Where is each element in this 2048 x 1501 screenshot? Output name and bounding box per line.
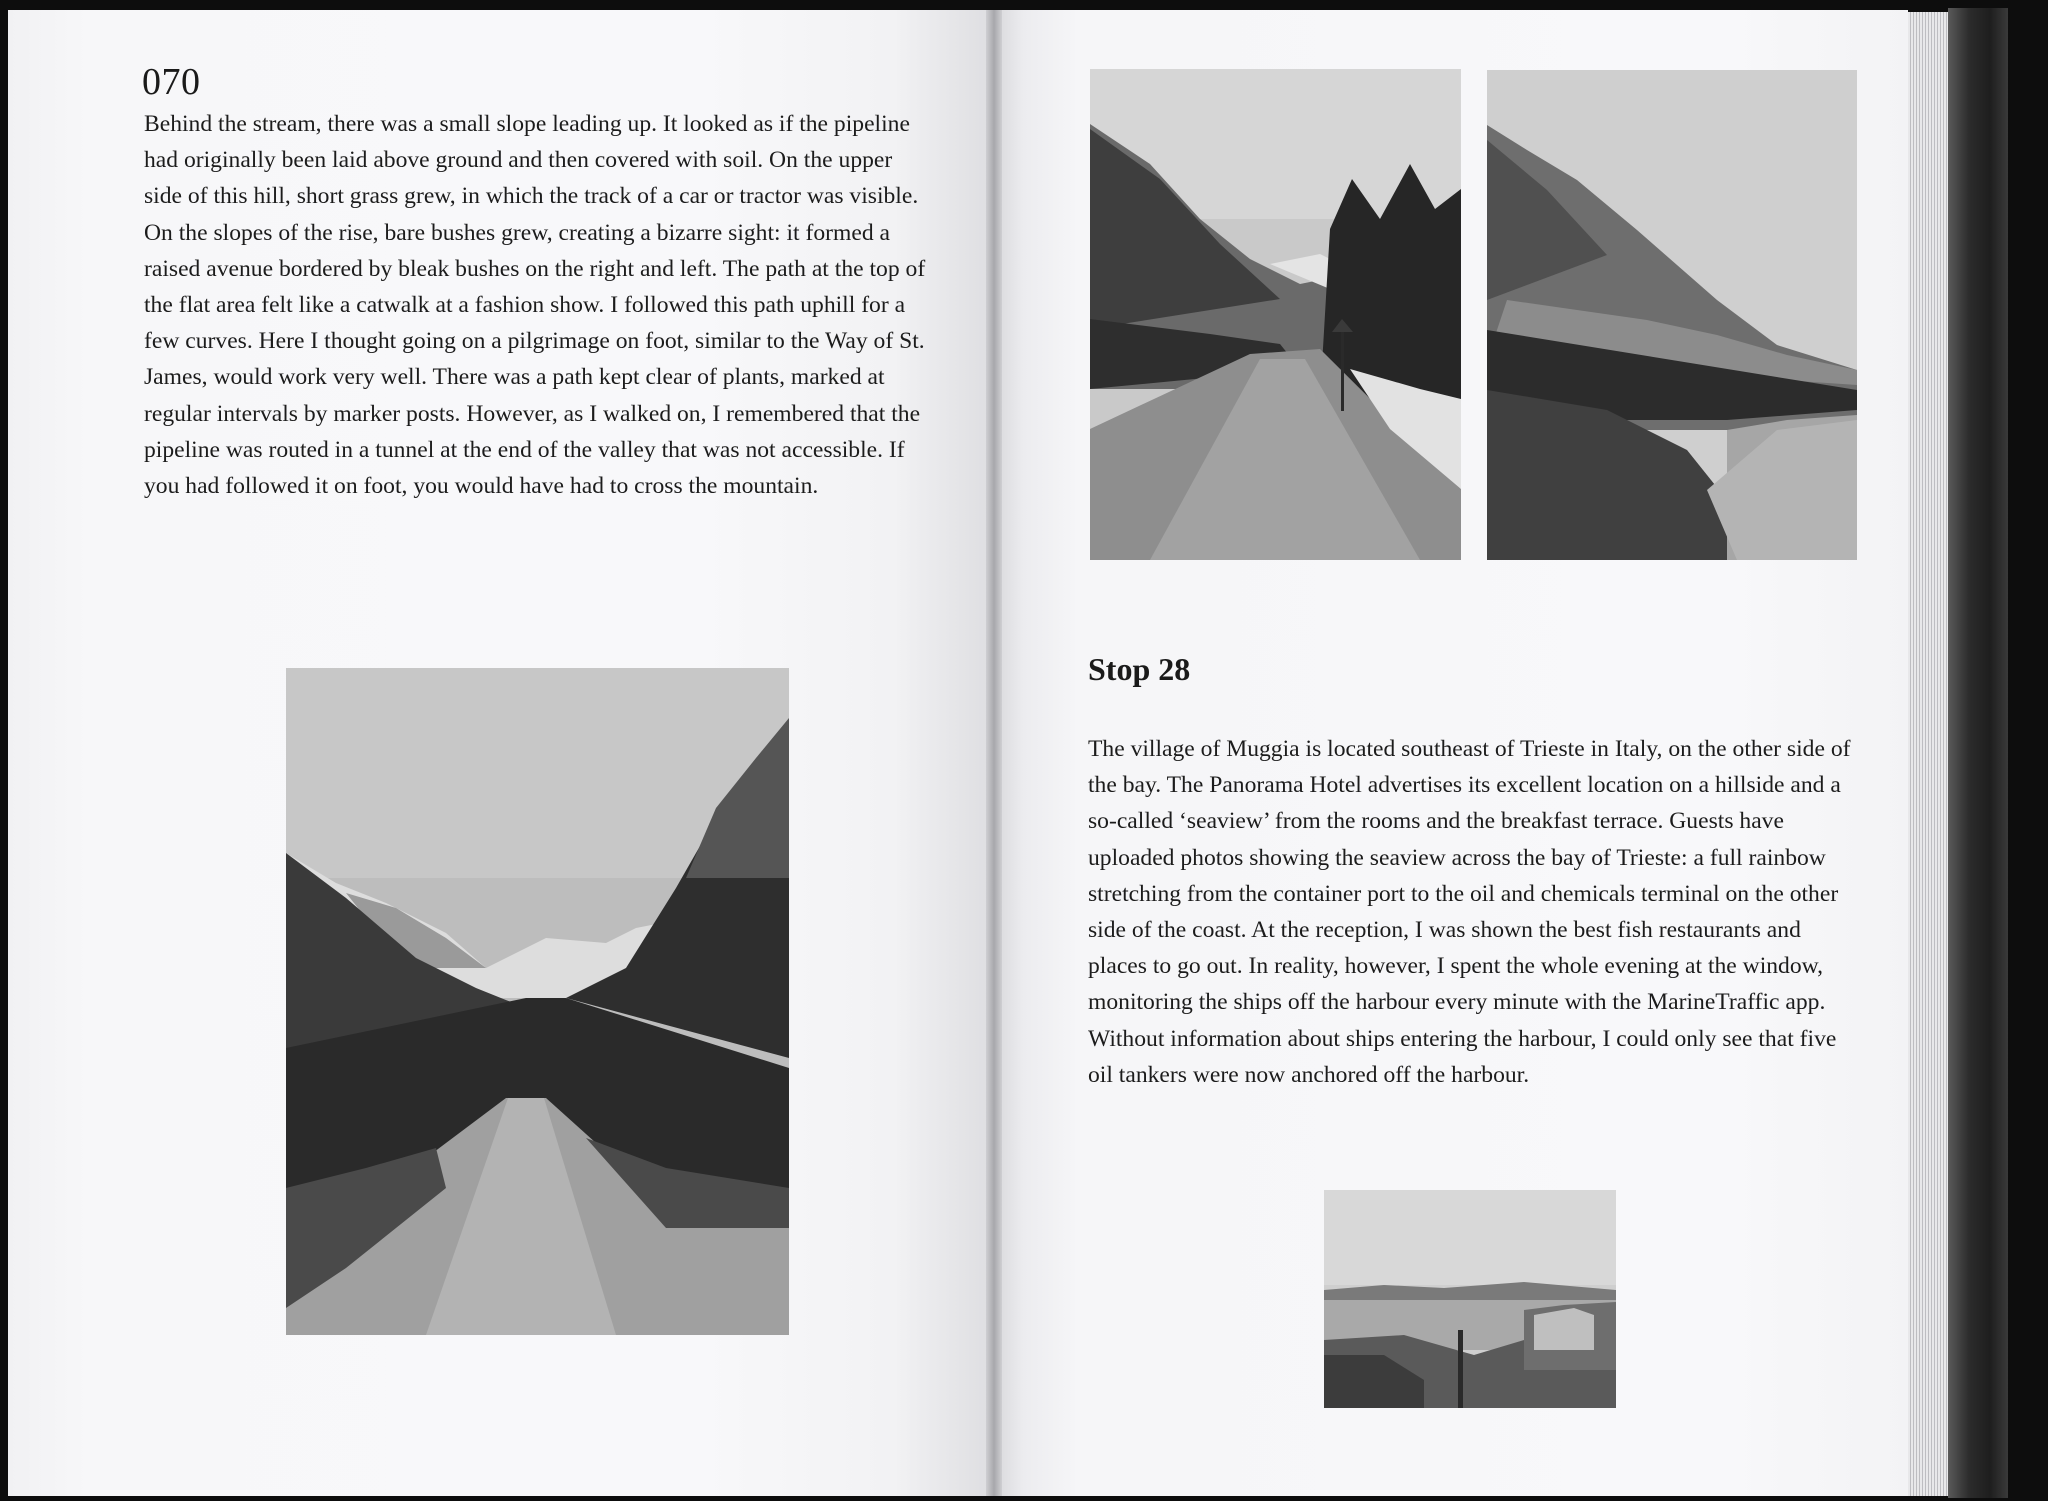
- page-edges: [1908, 12, 1948, 1496]
- photo-valley-path-with-marker-post: [1090, 69, 1461, 560]
- photo-valley-path-between-forests: [286, 668, 789, 1335]
- photo-mountain-slope-path: [1487, 70, 1857, 560]
- stop-heading: Stop 28: [1088, 651, 1191, 687]
- left-page-paragraph: Behind the stream, there was a small slope leading up. It looked as if the pipeline had originally been laid above ground and then covered with soil. On the upper side of this hill, short grass grew, in which the track of a car or tractor was visible. On the slopes of the rise, bare bushes grew, creating a bizarre sight: it formed a raised avenue bordered by bleak bushes on the right and left. The path at the top of the flat area felt like a catwalk at a fashion show. I followed this path uphill for a few curves. Here I thought going on a pilgrimage on foot, similar to the Way of St. James, would work very well. There was a path kept clear of plants, marked at regular intervals by marker posts. However, as I walked on, I remembered that the pipeline was routed in a tunnel at the end of the valley that was not accessible. If you had followed it on foot, you would have had to cross the mountain.: [144, 111, 926, 500]
- page-number: 070: [142, 61, 201, 103]
- photo-bay-view: [1324, 1190, 1616, 1408]
- book-cover-edge: [1948, 8, 2008, 1498]
- right-page-paragraph: The village of Muggia is located southeast of Trieste in Italy, on the other side of the bay. The Panorama Hotel advertises its excellent location on a hillside and a so-called ‘seaview’ from the rooms and the breakfast terrace. Guests have uploaded photos showing the seaview across the bay of Trieste: a full rainbow stretching from the container port to the oil and chemicals terminal on the other side of the coast. At the reception, I was shown the best fish restaurants and places to go out. In reality, however, I spent the whole evening at the window, monitoring the ships off the harbour every minute with the MarineTraffic app. Without information about ships entering the harbour, I could only see that five oil tankers were now anchored off the harbour.: [1088, 736, 1851, 1088]
- book-gutter: [986, 10, 1002, 1496]
